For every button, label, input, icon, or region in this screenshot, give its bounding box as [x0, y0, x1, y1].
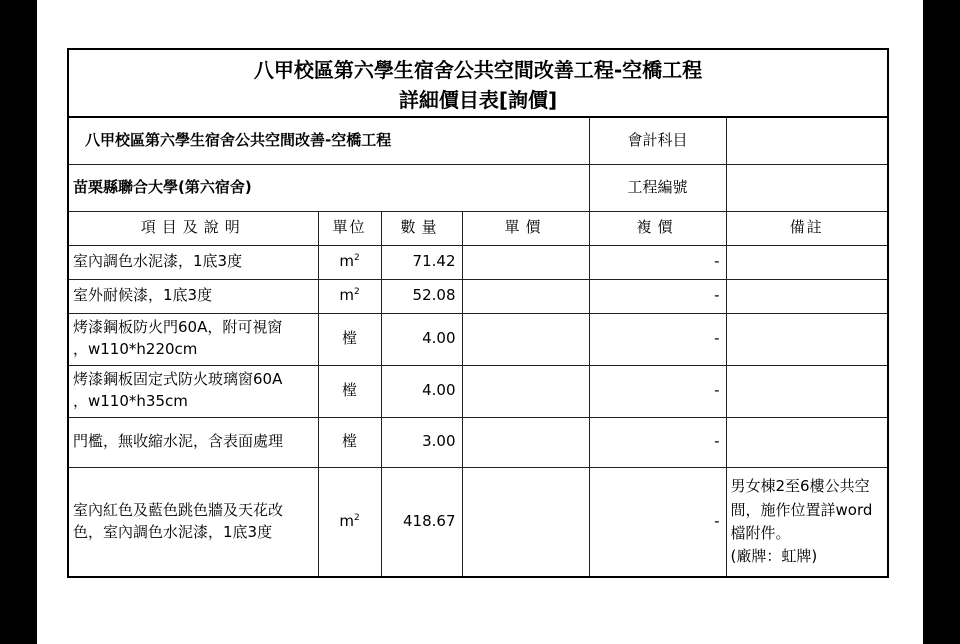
- document-title: [68, 49, 888, 117]
- item-remark: [726, 245, 888, 279]
- item-unit: $m^2$: [318, 467, 381, 577]
- item-qty: 418.67: [381, 467, 462, 577]
- item-amount: -: [589, 467, 726, 577]
- item-description: 室外耐候漆，1底3度: [68, 279, 318, 313]
- item-unit: 樘: [318, 313, 381, 365]
- item-description: 烤漆鋼板固定式防火玻璃窗60A ，w110*h35cm: [68, 365, 318, 417]
- item-remark: 男女棟2至6樓公共空間，施作位置詳word檔附件。 (廠牌：虹牌): [726, 467, 888, 577]
- price-detail-table: [67, 48, 889, 578]
- item-unit: $m^2$: [318, 279, 381, 313]
- item-price: [462, 467, 589, 577]
- accounting-label: 會計科目: [589, 117, 726, 164]
- item-description: 室內紅色及藍色跳色牆及天花改 色，室內調色水泥漆，1底3度: [68, 467, 318, 577]
- item-remark: [726, 417, 888, 467]
- title-line-1: 八甲校區第六學生宿舍公共空間改善工程-空橋工程: [253, 58, 703, 82]
- table-row: [68, 365, 888, 417]
- project-no-value: [726, 164, 888, 211]
- header-amount: 複價: [589, 211, 726, 245]
- item-price: [462, 417, 589, 467]
- document-sheet: [37, 0, 923, 644]
- table-row: [68, 313, 888, 365]
- item-price: [462, 279, 589, 313]
- header-price: 單價: [462, 211, 589, 245]
- project-no-label: 工程編號: [589, 164, 726, 211]
- item-price: [462, 365, 589, 417]
- item-qty: 4.00: [381, 365, 462, 417]
- item-description: 室內調色水泥漆，1底3度: [68, 245, 318, 279]
- item-description: 門檻，無收縮水泥，含表面處理: [68, 417, 318, 467]
- table-row: [68, 467, 888, 577]
- item-remark: [726, 365, 888, 417]
- item-description: 烤漆鋼板防火門60A，附可視窗 ，w110*h220cm: [68, 313, 318, 365]
- item-remark: [726, 279, 888, 313]
- item-amount: -: [589, 245, 726, 279]
- table-row: [68, 279, 888, 313]
- item-price: [462, 313, 589, 365]
- title-line-2: 詳細價目表[詢價]: [398, 88, 558, 112]
- item-qty: 71.42: [381, 245, 462, 279]
- item-remark: [726, 313, 888, 365]
- header-qty: 數量: [381, 211, 462, 245]
- item-unit: $m^2$: [318, 245, 381, 279]
- item-amount: -: [589, 417, 726, 467]
- accounting-value: [726, 117, 888, 164]
- item-price: [462, 245, 589, 279]
- item-amount: -: [589, 313, 726, 365]
- item-qty: 3.00: [381, 417, 462, 467]
- project-name: 八甲校區第六學生宿舍公共空間改善-空橋工程: [68, 117, 589, 164]
- header-unit: 單位: [318, 211, 381, 245]
- item-qty: 52.08: [381, 279, 462, 313]
- item-qty: 4.00: [381, 313, 462, 365]
- header-item: 項目及說明: [68, 211, 318, 245]
- table-row: [68, 245, 888, 279]
- item-amount: -: [589, 365, 726, 417]
- header-remark: 備註: [726, 211, 888, 245]
- item-amount: -: [589, 279, 726, 313]
- item-unit: 樘: [318, 365, 381, 417]
- item-unit: 樘: [318, 417, 381, 467]
- owner-name: 苗栗縣聯合大學(第六宿舍): [68, 164, 589, 211]
- table-row: [68, 417, 888, 467]
